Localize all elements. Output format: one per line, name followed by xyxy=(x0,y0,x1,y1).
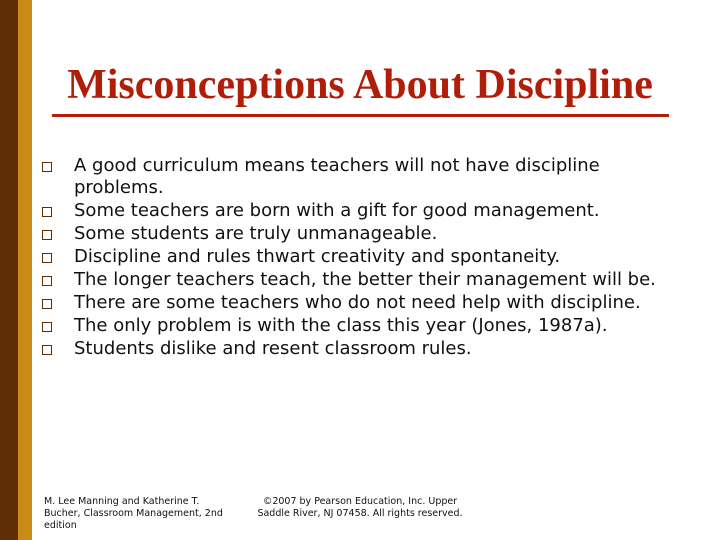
bullet-text: Some students are truly unmanageable. xyxy=(74,223,438,245)
bullet-item xyxy=(42,246,682,268)
bullet-text: Some teachers are born with a gift for good management. xyxy=(74,200,600,222)
bullet-text: Students dislike and resent classroom rules. xyxy=(74,337,472,359)
hollow-square-icon xyxy=(42,207,52,217)
footer-copyright: ©2007 by Pearson Education, Inc. Upper Saddle River, NJ 07458. All rights reserved. xyxy=(257,496,463,519)
bullet-item xyxy=(42,200,682,222)
hollow-square-icon xyxy=(42,345,52,355)
bullet-item xyxy=(42,269,682,291)
hollow-square-icon xyxy=(42,162,52,172)
hollow-square-icon xyxy=(42,276,52,286)
bullet-list xyxy=(42,155,682,361)
bullet-item xyxy=(42,292,682,314)
left-decorative-band-dark xyxy=(0,0,18,540)
bullet-text: The only problem is with the class this year (Jones, 1987a). xyxy=(74,314,608,336)
footer-citation: M. Lee Manning and Katherine T. Bucher, Classroom Management, 2nd edition xyxy=(44,496,223,531)
hollow-square-icon xyxy=(42,253,52,263)
hollow-square-icon xyxy=(42,299,52,309)
bullet-text: A good curriculum means teachers will not have discipline problems. xyxy=(74,155,600,199)
bullet-text: There are some teachers who do not need help with discipline. xyxy=(74,291,641,313)
bullet-item xyxy=(42,155,682,200)
bullet-item xyxy=(42,223,682,245)
slide-title: Misconceptions About Discipline xyxy=(67,62,653,108)
bullet-item xyxy=(42,315,682,337)
title-underline xyxy=(52,114,669,117)
bullet-item xyxy=(42,338,682,360)
bullet-text: The longer teachers teach, the better their management will be. xyxy=(74,269,656,291)
hollow-square-icon xyxy=(42,322,52,332)
hollow-square-icon xyxy=(42,230,52,240)
bullet-text: Discipline and rules thwart creativity and spontaneity. xyxy=(74,246,561,268)
